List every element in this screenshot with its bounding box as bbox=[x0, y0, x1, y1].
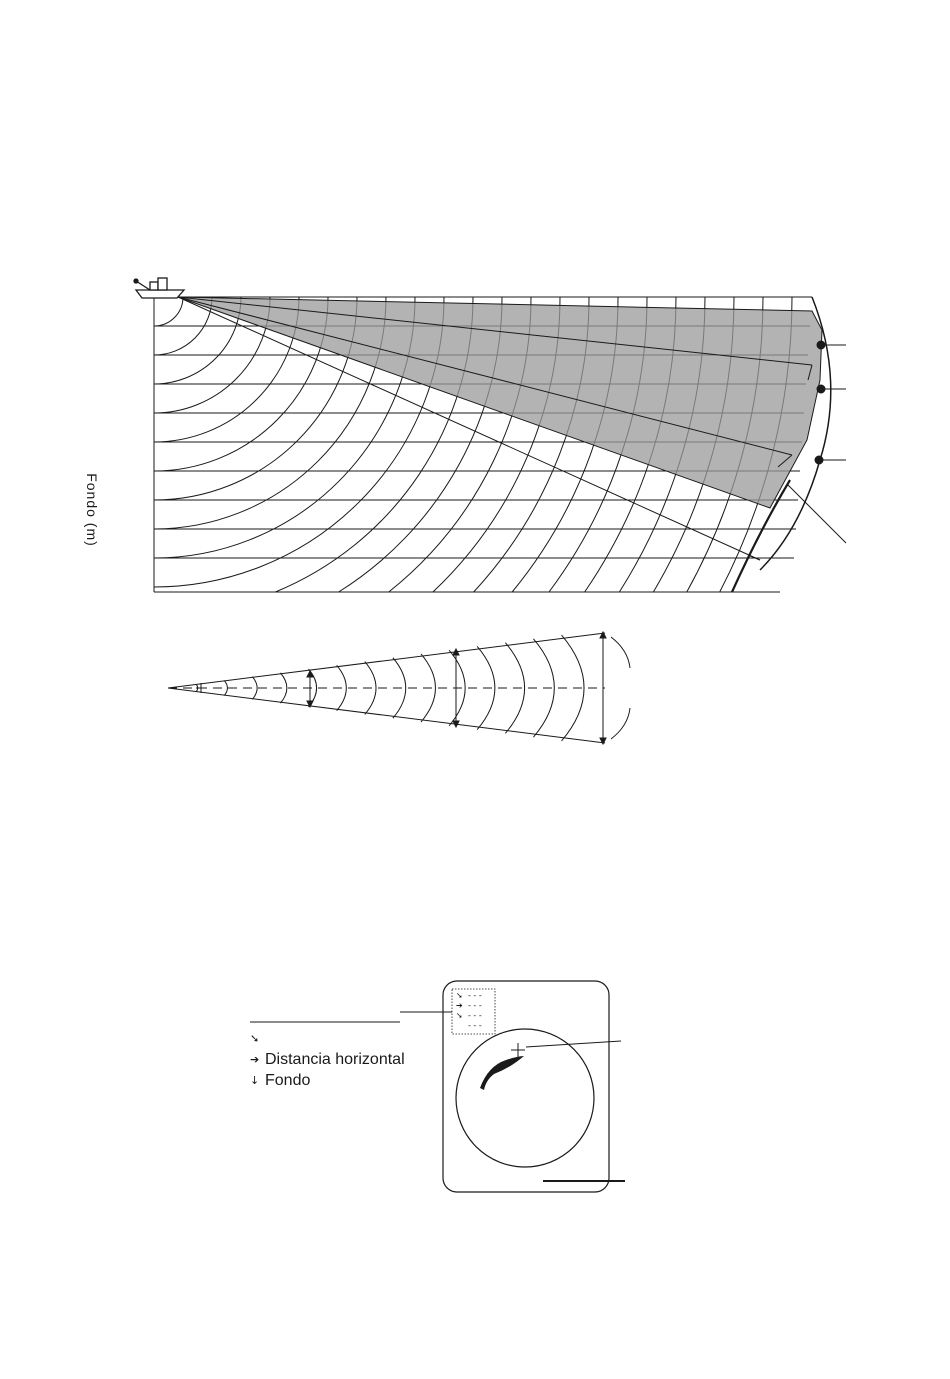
cone-wavefronts bbox=[196, 635, 584, 741]
slant-range-arrow-icon: ➘ bbox=[250, 1031, 260, 1045]
cone-end-arc-bottom bbox=[611, 708, 630, 739]
legend-item-slant bbox=[250, 1028, 405, 1049]
readout-value-4: - - - bbox=[468, 1021, 482, 1030]
readout-depth-icon: ➘ bbox=[456, 1011, 463, 1020]
wavefront-arc bbox=[224, 680, 227, 695]
legend-item-depth bbox=[250, 1070, 405, 1091]
sonar-beam-shaded bbox=[178, 297, 822, 508]
legend bbox=[250, 1028, 405, 1091]
readout-value-3: - - - bbox=[468, 1011, 482, 1020]
legend-label-depth: Fondo bbox=[265, 1071, 311, 1089]
readout-value-1: - - - bbox=[468, 991, 482, 1000]
ship-icon bbox=[134, 278, 184, 298]
wavefront-arc bbox=[252, 677, 257, 700]
legend-label-horizontal: Distancia horizontal bbox=[265, 1050, 405, 1068]
down-arrow-icon: ↓ bbox=[250, 1073, 260, 1087]
readout-value-2: - - - bbox=[468, 1001, 482, 1010]
readout-horizontal-icon: ➔ bbox=[456, 1001, 463, 1010]
cone-end-arc-top bbox=[611, 637, 630, 668]
horizontal-arrow-icon: ➔ bbox=[250, 1052, 260, 1066]
beam-cone bbox=[168, 633, 605, 743]
range-arc bbox=[154, 297, 183, 326]
depth-axis-label: Fondo (m) bbox=[84, 473, 100, 547]
legend-item-horizontal bbox=[250, 1049, 405, 1070]
readout-slant-icon: ➘ bbox=[456, 991, 463, 1000]
